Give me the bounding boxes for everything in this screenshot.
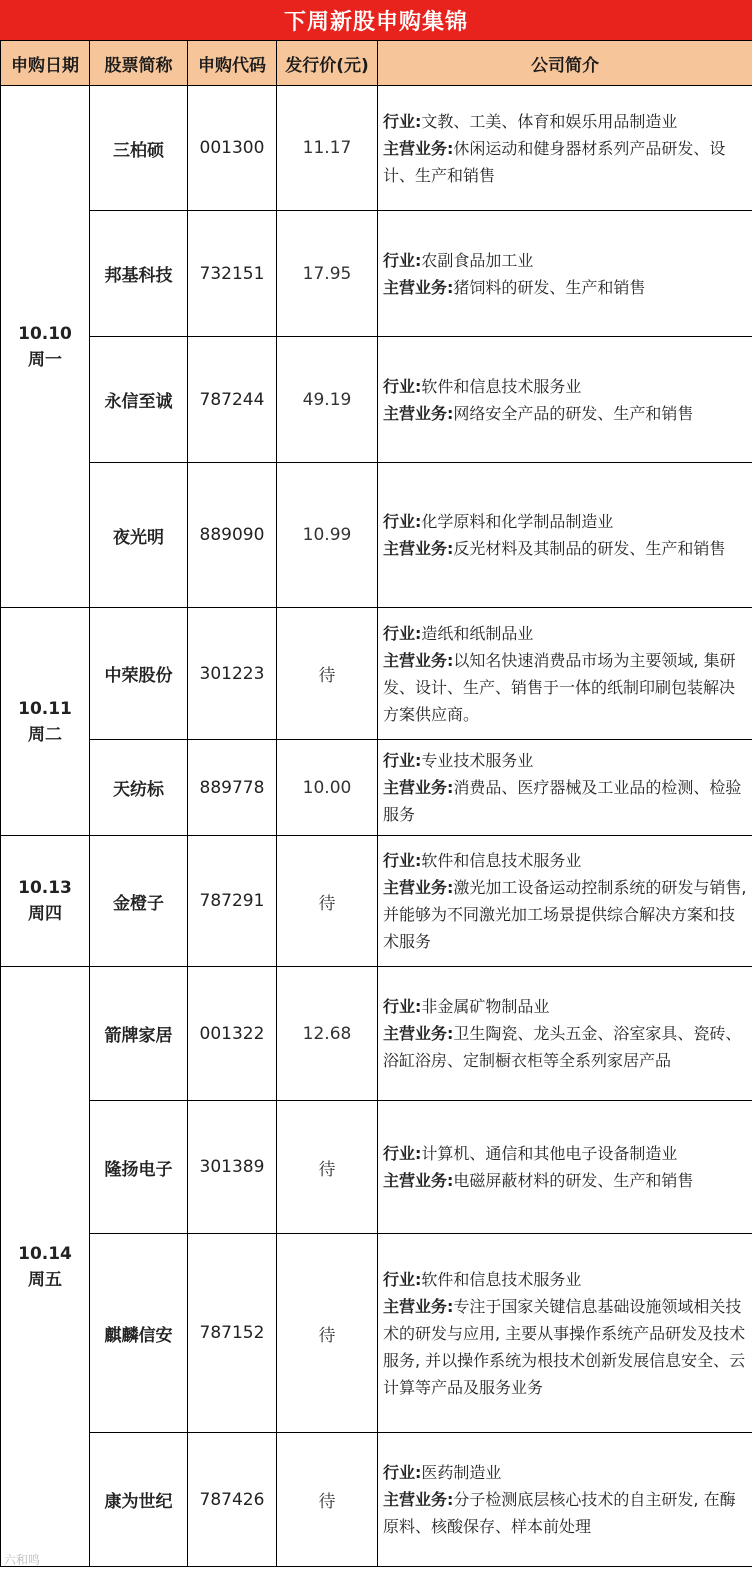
industry-line <box>383 373 750 400</box>
industry-value: 软件和信息技术服务业 <box>421 851 582 870</box>
industry-label: 行业: <box>383 512 422 531</box>
header-intro: 公司简介 <box>378 41 752 86</box>
business-line <box>383 1486 750 1540</box>
table-header-row <box>1 41 752 86</box>
issue-price: 待 <box>277 1234 378 1433</box>
table-row <box>1 463 752 608</box>
table-row <box>1 86 752 211</box>
industry-label: 行业: <box>383 1463 422 1482</box>
stock-code: 001322 <box>188 967 277 1101</box>
industry-label: 行业: <box>383 250 422 270</box>
stock-name: 隆扬电子 <box>90 1101 188 1234</box>
business-line <box>383 274 750 301</box>
business-value: 分子检测底层核心技术的自主研发, 在酶原料、核酸保存、样本前处理 <box>383 1490 736 1536</box>
sheet-title: 下周新股申购集锦 <box>0 0 752 40</box>
industry-line <box>383 508 750 535</box>
stock-name: 麒麟信安 <box>90 1234 188 1433</box>
company-intro <box>378 740 752 836</box>
business-value: 电磁屏蔽材料的研发、生产和销售 <box>453 1171 694 1190</box>
company-intro <box>378 211 752 337</box>
industry-value: 计算机、通信和其他电子设备制造业 <box>421 1144 678 1163</box>
industry-label: 行业: <box>383 1269 422 1289</box>
stock-code: 732151 <box>188 211 277 337</box>
industry-line <box>383 847 750 874</box>
date-cell <box>1 86 90 608</box>
business-line <box>383 647 750 728</box>
table-row <box>1 1101 752 1234</box>
company-intro <box>378 86 752 211</box>
industry-value: 软件和信息技术服务业 <box>421 376 582 396</box>
industry-line <box>383 108 750 135</box>
stock-code: 787426 <box>188 1433 277 1567</box>
table-row <box>1 337 752 463</box>
industry-label: 行业: <box>383 997 422 1016</box>
industry-line <box>383 1140 750 1167</box>
business-label: 主营业务: <box>383 539 454 558</box>
company-intro <box>378 836 752 967</box>
issue-price: 49.19 <box>277 337 378 463</box>
stock-code: 001300 <box>188 86 277 211</box>
company-intro <box>378 608 752 740</box>
industry-value: 化学原料和化学制品制造业 <box>421 512 614 531</box>
issue-price: 12.68 <box>277 967 378 1101</box>
industry-value: 造纸和纸制品业 <box>421 623 534 643</box>
industry-value: 非金属矿物制品业 <box>421 997 550 1016</box>
industry-label: 行业: <box>383 376 422 396</box>
header-price: 发行价(元) <box>277 41 378 86</box>
company-intro <box>378 337 752 463</box>
industry-label: 行业: <box>383 851 422 870</box>
business-line <box>383 1167 750 1194</box>
stock-code: 889778 <box>188 740 277 836</box>
industry-value: 专业技术服务业 <box>421 751 534 770</box>
business-label: 主营业务: <box>383 277 454 297</box>
date-day: 10.11 <box>18 698 72 719</box>
header-date: 申购日期 <box>1 41 90 86</box>
business-value: 卫生陶瓷、龙头五金、浴室家具、瓷砖、浴缸浴房、定制橱衣柜等全系列家居产品 <box>383 1024 742 1070</box>
business-label: 主营业务: <box>383 1490 454 1509</box>
table-row <box>1 608 752 740</box>
business-label: 主营业务: <box>383 1296 454 1316</box>
stock-name: 康为世纪 <box>90 1433 188 1567</box>
table-row <box>1 1433 752 1567</box>
date-weekday: 周一 <box>28 349 62 370</box>
stock-name: 三柏硕 <box>90 86 188 211</box>
company-intro <box>378 463 752 608</box>
stock-code: 787291 <box>188 836 277 967</box>
industry-value: 文教、工美、体育和娱乐用品制造业 <box>421 111 678 131</box>
business-line <box>383 1020 750 1074</box>
stock-code: 889090 <box>188 463 277 608</box>
industry-value: 医药制造业 <box>421 1463 502 1482</box>
stock-code: 301223 <box>188 608 277 740</box>
business-line <box>383 1293 750 1401</box>
company-intro <box>378 1433 752 1567</box>
business-line <box>383 874 750 955</box>
issue-price: 10.99 <box>277 463 378 608</box>
company-intro <box>378 1234 752 1433</box>
stock-code: 787244 <box>188 337 277 463</box>
business-value: 消费品、医疗器械及工业品的检测、检验服务 <box>383 778 742 824</box>
issue-price: 待 <box>277 608 378 740</box>
industry-label: 行业: <box>383 623 422 643</box>
stock-name: 天纺标 <box>90 740 188 836</box>
table-row <box>1 836 752 967</box>
business-value: 网络安全产品的研发、生产和销售 <box>453 403 694 423</box>
date-day: 10.13 <box>18 878 72 898</box>
stock-name: 夜光明 <box>90 463 188 608</box>
stock-name: 金橙子 <box>90 836 188 967</box>
business-label: 主营业务: <box>383 1171 454 1190</box>
ipo-table <box>0 40 752 1567</box>
business-value: 激光加工设备运动控制系统的研发与销售,并能够为不同激光加工场景提供综合解决方案和技术服务 <box>383 878 747 951</box>
stock-code: 301389 <box>188 1101 277 1234</box>
company-intro <box>378 967 752 1101</box>
industry-label: 行业: <box>383 751 422 770</box>
business-line <box>383 535 750 562</box>
company-intro <box>378 1101 752 1234</box>
industry-value: 软件和信息技术服务业 <box>421 1269 582 1289</box>
industry-line <box>383 993 750 1020</box>
business-label: 主营业务: <box>383 878 454 897</box>
business-label: 主营业务: <box>383 1024 454 1043</box>
stock-name: 永信至诚 <box>90 337 188 463</box>
date-weekday: 周四 <box>28 904 62 924</box>
table-row <box>1 967 752 1101</box>
industry-label: 行业: <box>383 111 422 131</box>
issue-price: 待 <box>277 836 378 967</box>
date-cell <box>1 608 90 836</box>
business-value: 休闲运动和健身器材系列产品研发、设计、生产和销售 <box>383 138 726 185</box>
business-line <box>383 135 750 189</box>
business-value: 专注于国家关键信息基础设施领域相关技术的研发与应用, 主要从事操作系统产品研发及技术服务, 并以操作系统为根技术创新发展信息安全、云计算等产品及服务业务 <box>383 1296 746 1397</box>
industry-value: 农副食品加工业 <box>421 250 534 270</box>
business-label: 主营业务: <box>383 778 454 797</box>
table-row <box>1 740 752 836</box>
business-value: 以知名快速消费品市场为主要领域, 集研发、设计、生产、销售于一体的纸制印刷包装解决方案供应商。 <box>383 650 736 724</box>
date-weekday: 周二 <box>28 724 62 745</box>
header-name: 股票简称 <box>90 41 188 86</box>
industry-line <box>383 1266 750 1293</box>
date-cell <box>1 836 90 967</box>
industry-line <box>383 1459 750 1486</box>
issue-price: 待 <box>277 1433 378 1567</box>
watermark: 六和鸣 <box>4 1553 41 1567</box>
stock-name: 中荣股份 <box>90 608 188 740</box>
issue-price: 10.00 <box>277 740 378 836</box>
header-code: 申购代码 <box>188 41 277 86</box>
issue-price: 待 <box>277 1101 378 1234</box>
date-cell <box>1 967 90 1567</box>
business-value: 猪饲料的研发、生产和销售 <box>453 277 646 297</box>
date-weekday: 周五 <box>28 1269 62 1290</box>
business-line <box>383 400 750 427</box>
business-line <box>383 774 750 828</box>
stock-name: 邦基科技 <box>90 211 188 337</box>
business-label: 主营业务: <box>383 650 454 670</box>
business-label: 主营业务: <box>383 403 454 423</box>
industry-line <box>383 620 750 647</box>
date-day: 10.14 <box>18 1243 72 1264</box>
date-day: 10.10 <box>18 323 72 344</box>
stock-name: 箭牌家居 <box>90 967 188 1101</box>
business-value: 反光材料及其制品的研发、生产和销售 <box>453 539 726 558</box>
issue-price: 17.95 <box>277 211 378 337</box>
stock-code: 787152 <box>188 1234 277 1433</box>
table-row <box>1 211 752 337</box>
table-row <box>1 1234 752 1433</box>
business-label: 主营业务: <box>383 138 454 158</box>
issue-price: 11.17 <box>277 86 378 211</box>
industry-label: 行业: <box>383 1144 422 1163</box>
industry-line <box>383 747 750 774</box>
industry-line <box>383 247 750 274</box>
